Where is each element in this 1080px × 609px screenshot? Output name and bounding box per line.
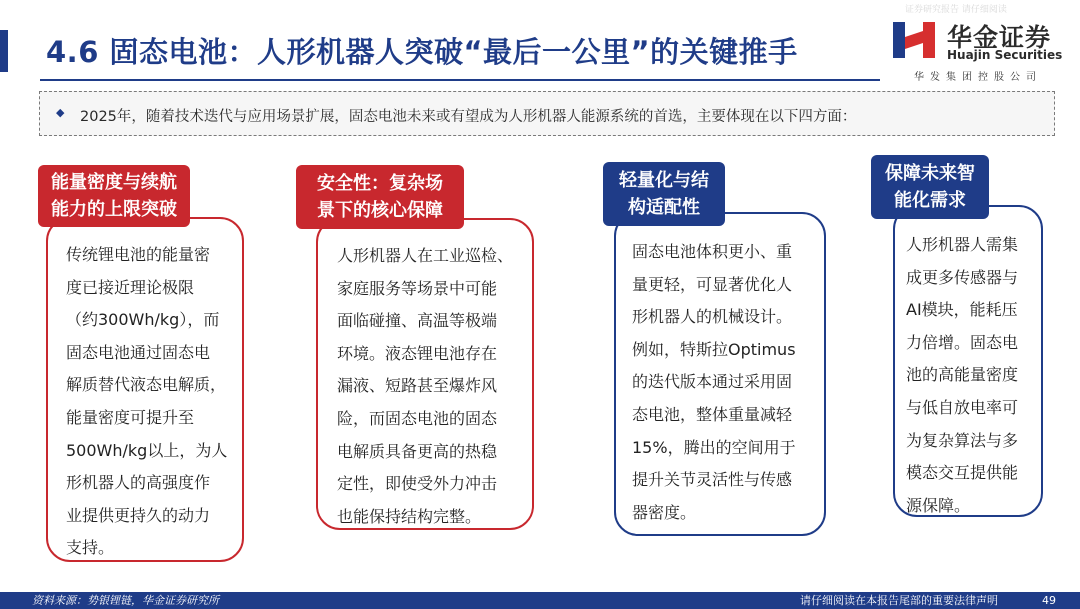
tag-future-intelligence: 保障未来智 能化需求 (871, 155, 989, 219)
watermark-text: 证券研究报告 请仔细阅读 (905, 5, 1007, 15)
tag-safety: 安全性：复杂场 景下的核心保障 (296, 165, 464, 229)
tag-energy-density: 能量密度与续航 能力的上限突破 (38, 165, 190, 227)
page-number: 49 (1042, 594, 1056, 607)
diamond-bullet-icon: ◆ (56, 106, 65, 119)
footer-source: 资料来源：势银锂链，华金证券研究所 (32, 594, 219, 607)
card-safety (316, 218, 534, 530)
card-lightweight-body: 固态电池体积更小、重 量更轻，可显著优化人 形机器人的机械设计。 例如，特斯拉Optimus 的迭代版本通过采用固 态电池，整体重量减轻 15%，腾出的空间用于 提升关节灵活性与传感 器密度。 (632, 242, 796, 522)
logo-group-label: 华发集团控股公司 (914, 72, 1042, 83)
footer-disclaimer: 请仔细阅读在本报告尾部的重要法律声明 (800, 594, 998, 607)
intro-box (39, 91, 1055, 136)
intro-text: 2025年，随着技术迭代与应用场景扩展，固态电池未来或有望成为人形机器人能源系统的首选，主要体现在以下四方面： (80, 109, 857, 125)
logo-name-en: Huajin Securities (947, 48, 1063, 62)
title-accent-bar (0, 30, 8, 72)
card-lightweight (614, 212, 826, 536)
logo-name-cn: 华金证券 (947, 23, 1052, 52)
company-logo (893, 20, 1073, 86)
card-safety-body: 人形机器人在工业巡检、 家庭服务等场景中可能 面临碰撞、高温等极端 环境。液态锂电池存在 漏液、短路甚至爆炸风 险，而固态电池的固态 电解质具备更高的热稳 定性，即使受外力冲击 也能保持结构完整。 (337, 246, 514, 526)
huajin-logo-icon (893, 20, 941, 60)
page-title: 4.6 固态电池：人形机器人突破“最后一公里”的关键推手 (46, 35, 798, 69)
title-underline (40, 79, 880, 81)
card-energy-density (46, 217, 244, 562)
tag-lightweight: 轻量化与结 构适配性 (603, 162, 725, 226)
card-future-intelligence (893, 205, 1043, 517)
card-future-intelligence-body: 人形机器人需集 成更多传感器与 AI模块，能耗压 力倍增。固态电 池的高能量密度 与低自放电率可 为复杂算法与多 模态交互提供能 源保障。 (906, 235, 1019, 515)
card-energy-density-body: 传统锂电池的能量密 度已接近理论极限 （约300Wh/kg），而 固态电池通过固态电 解质替代液态电解质， 能量密度可提升至 500Wh/kg以上，为人 形机器人的高强度作 业提供更持久的动力 支持。 (66, 245, 228, 558)
